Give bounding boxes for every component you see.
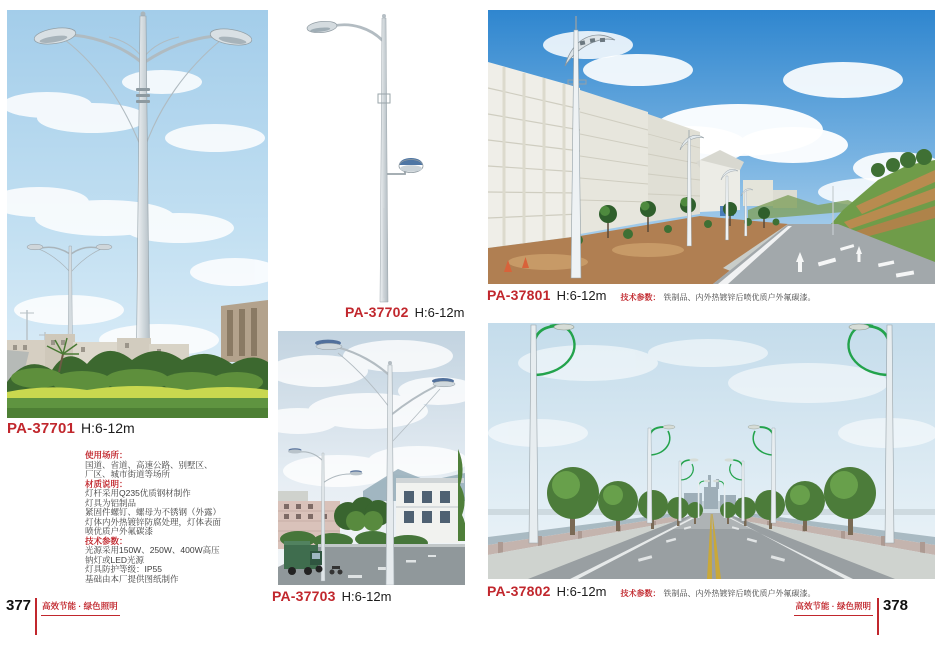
footer-slogan: 高效节能 · 绿色照明 (41, 598, 120, 616)
page-number-left: 377 (6, 597, 32, 614)
product-code: PA-37703 (272, 588, 336, 604)
spec-text-block (85, 451, 285, 584)
spec-line: 灯杆采用Q235优质钢材制作 (85, 488, 191, 498)
street-scene-two-tier-lamp (278, 331, 465, 585)
tech-note-text: 铁制品、内外热镀锌后喷优质户外氟碳漆。 (663, 589, 816, 598)
pole-rings (136, 88, 150, 103)
footer-divider (35, 598, 37, 635)
spec-line: 国道、省道、高速公路、别墅区、 (85, 459, 213, 470)
spec-line: 光源采用150W、250W、400W高压 (85, 545, 220, 555)
product-code: PA-37801 (487, 287, 551, 303)
footer-slogan: 高效节能 · 绿色照明 (794, 598, 873, 616)
label-pa37801 (487, 287, 815, 303)
page-number-right: 378 (882, 597, 908, 614)
product-height: H:6-12m (556, 288, 607, 303)
label-pa37802 (487, 583, 815, 599)
spec-header-tech: 技术参数： (85, 535, 128, 546)
spec-line: 钠灯或LED光源 (85, 554, 145, 565)
product-height: H:6-12m (81, 420, 135, 436)
spec-line: 灯具为铝制品 (85, 497, 137, 508)
spec-line: 喷优质户外氟碳漆 (85, 526, 154, 536)
street-scene-double-arm-lamp (7, 10, 268, 418)
spec-line: 灯具防护等级：IP55 (85, 564, 162, 574)
product-height: H:6-12m (414, 305, 465, 320)
label-pa37703 (272, 588, 391, 604)
product-code: PA-37702 (345, 304, 409, 320)
single-arm-lamp-render (295, 8, 465, 304)
spec-line: 灯体内外热镀锌防腐处理，灯体表面 (85, 516, 222, 527)
photo-pa37801 (488, 10, 935, 284)
tech-note-text: 铁制品、内外热镀锌后喷优质户外氟碳漆。 (663, 293, 816, 302)
product-height: H:6-12m (341, 589, 392, 604)
spec-line: 基础由本厂提供图纸制作 (85, 573, 179, 584)
white-house (396, 478, 464, 543)
avenue-green-arm-lamps (488, 323, 935, 579)
spec-header-usage: 使用场所： (85, 450, 128, 460)
photo-pa37702 (295, 8, 465, 304)
footer-divider (877, 598, 879, 635)
spec-line: 厂区、城市街道等场所 (85, 469, 171, 479)
label-pa37702 (345, 304, 464, 320)
product-height: H:6-12m (556, 584, 607, 599)
footer-right (794, 598, 908, 635)
product-code: PA-37802 (487, 583, 551, 599)
product-code: PA-37701 (7, 420, 76, 437)
photo-pa37703 (278, 331, 465, 585)
photo-pa37802 (488, 323, 935, 579)
tech-note-label: 技术参数： (620, 589, 661, 598)
spec-line: 紧固件螺钉、螺母为不锈钢（外露） (85, 507, 222, 517)
tech-note-label: 技术参数： (620, 293, 661, 302)
label-pa37701 (7, 420, 135, 437)
street-scene-crescent-lamps (488, 10, 935, 284)
spec-header-material: 材质说明： (85, 478, 128, 489)
photo-pa37701 (7, 10, 268, 418)
footer-left (6, 598, 120, 635)
